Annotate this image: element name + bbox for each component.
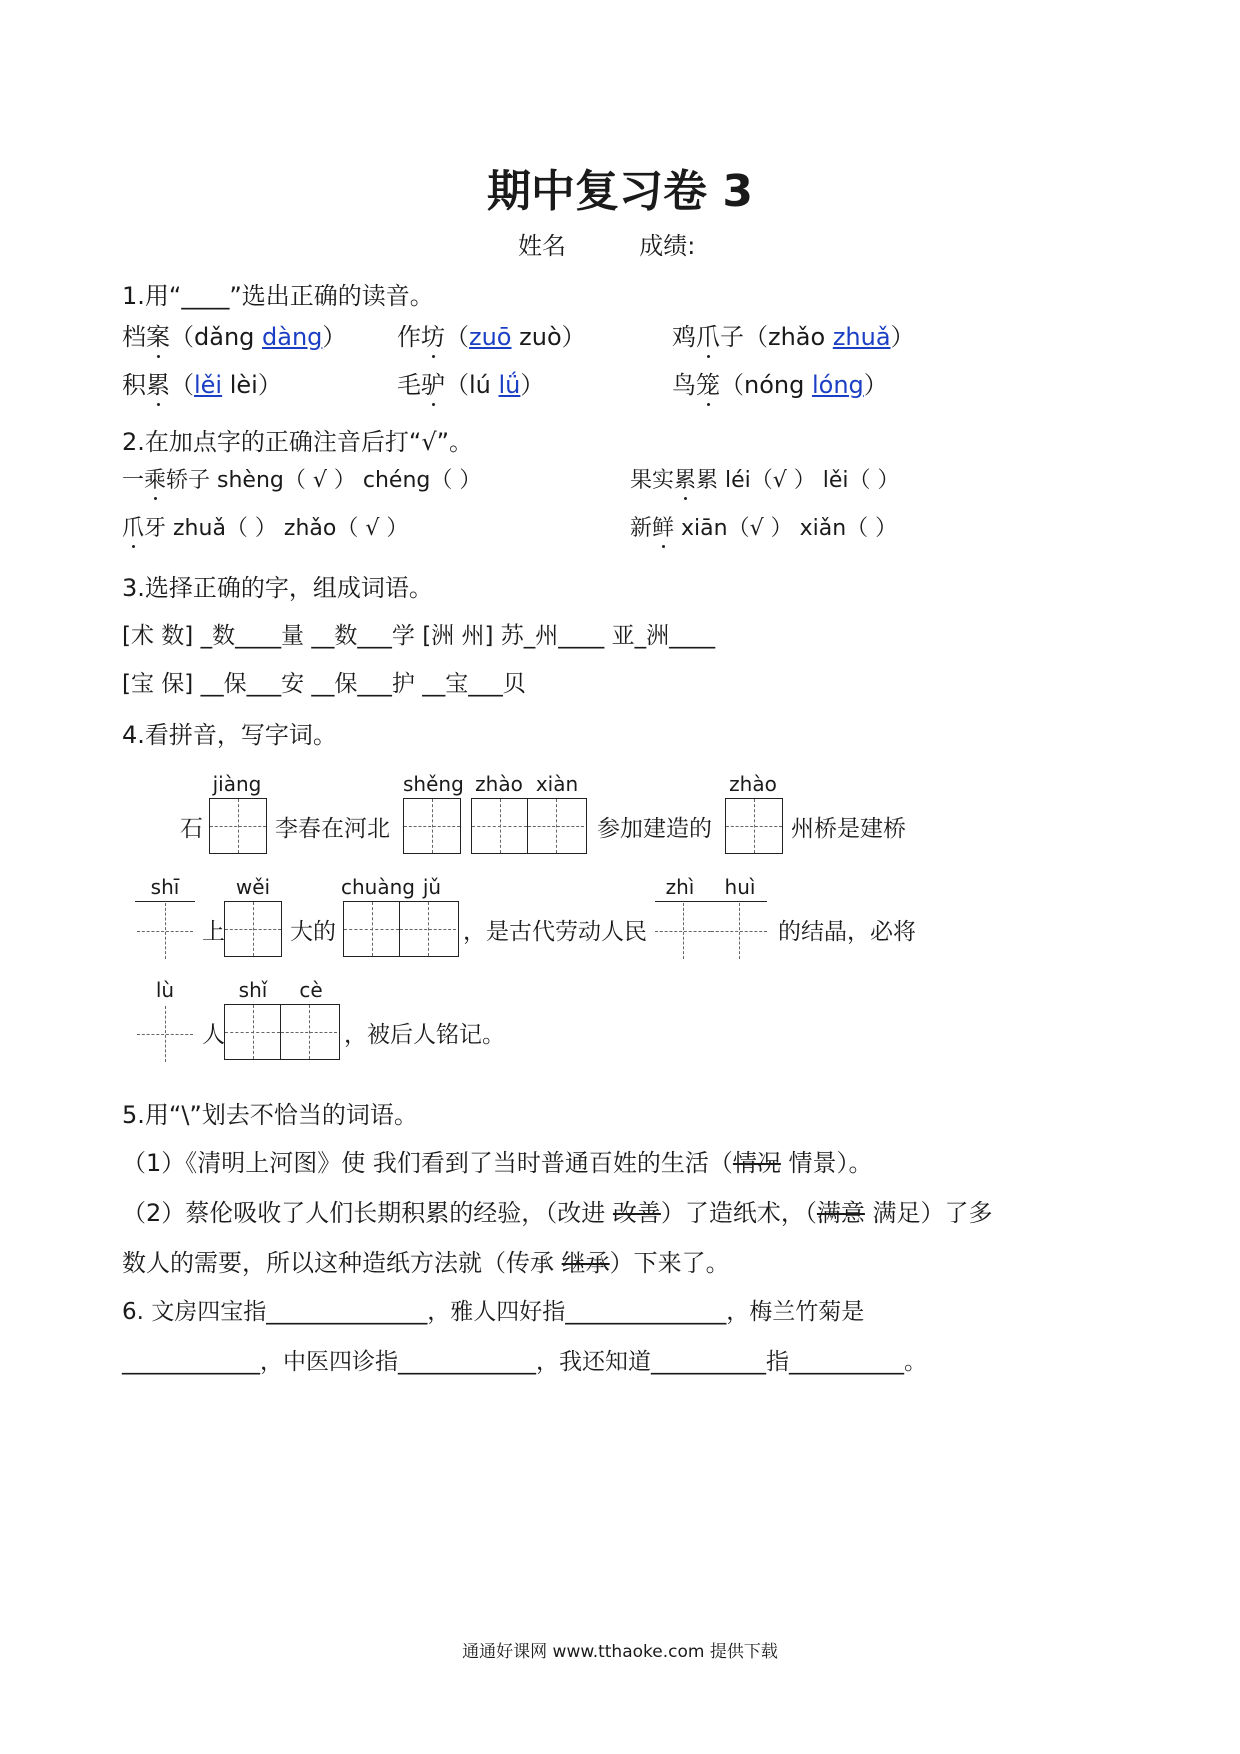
q3-row: [宝 保] __保___安 __保___护 __宝___贝 [122, 671, 526, 697]
q6-line: ____________，中医四诊指____________，我还知道__________指__________。 [122, 1349, 927, 1375]
q4-pinyin: xiàn [535, 772, 579, 796]
name-label: 姓名 [518, 232, 566, 260]
q4-writing-grid[interactable] [471, 798, 587, 854]
q4-text: ，被后人铭记。 [344, 1022, 505, 1048]
q4-writing-grid[interactable] [137, 1006, 193, 1062]
q4-text: ，是古代劳动人民 [463, 919, 647, 945]
crossed-word: 继承 [561, 1249, 610, 1277]
q4-text: 州桥是建桥 [791, 816, 906, 842]
q4-text: 人 [202, 1022, 225, 1048]
q4-writing-grid[interactable] [224, 1004, 340, 1060]
selected-pinyin: dàng [262, 323, 323, 351]
q4-text: 大的 [290, 919, 336, 945]
q4-writing-grid[interactable] [209, 798, 267, 854]
q4-heading: 4.看拼音，写字词。 [122, 721, 337, 749]
q4-pinyin: shěng [403, 772, 464, 796]
q2-item: 果实累累 léi（√ ） lěi（ ） [630, 468, 900, 493]
q1-heading: 1.用“____”选出正确的读音。 [122, 282, 434, 310]
q2-item: 一乘轿子 shèng（ √ ） chéng（ ） [122, 468, 482, 493]
q3-heading: 3.选择正确的字，组成词语。 [122, 574, 433, 602]
q4-writing-grid[interactable] [343, 901, 459, 957]
q4-pinyin: shī [150, 875, 180, 899]
q4-pinyin: wěi [235, 875, 271, 899]
q2-heading: 2.在加点字的正确注音后打“√”。 [122, 428, 474, 456]
q6-line: 6. 文房四宝指______________，雅人四好指______________，梅兰竹菊是 [122, 1299, 865, 1325]
q4-text: 上 [202, 919, 225, 945]
q1-item: 作坊（zuō zuò） [397, 323, 586, 351]
q4-pinyin: lù [155, 978, 175, 1002]
q1-item: 毛驴（lú lǘ） [397, 371, 545, 399]
selected-pinyin: zhuǎ [832, 323, 891, 351]
score-label: 成绩: [639, 232, 696, 260]
selected-pinyin: lóng [811, 371, 864, 399]
q4-writing-grid[interactable] [403, 798, 461, 854]
q4-pinyin: jǔ [422, 875, 442, 899]
selected-pinyin: zuō [469, 323, 512, 351]
q4-pinyin: jiàng [212, 772, 262, 796]
q1-item: 档案（dǎng dàng） [122, 323, 347, 351]
q4-text: 李春在河北 [275, 816, 390, 842]
selected-pinyin: lǘ [498, 371, 521, 399]
crossed-word: 满意 [816, 1199, 865, 1227]
q1-item: 鸡爪子（zhǎo zhuǎ） [672, 323, 915, 351]
q4-writing-grid[interactable] [655, 903, 767, 959]
q5-heading: 5.用“\”划去不恰当的词语。 [122, 1101, 418, 1129]
q4-writing-grid[interactable] [725, 798, 783, 854]
q4-pinyin: zhào [729, 772, 777, 796]
crossed-word: 情况 [732, 1149, 781, 1177]
q4-pinyin: zhì [665, 875, 695, 899]
q3-row: [术 数] _数____量 __数___学 [洲 州] 苏_州____ 亚_洲____ [122, 623, 716, 649]
q5-sentence: 数人的需要，所以这种造纸方法就（传承 继承）下来了。 [122, 1249, 730, 1277]
q5-sentence: （2）蔡伦吸收了人们长期积累的经验，（改进 改善）了造纸术，（满意 满足）了多 [122, 1199, 993, 1227]
q1-item: 积累（lěi lèi） [122, 371, 282, 399]
q4-pinyin: huì [724, 875, 756, 899]
q5-sentence: （1）《清明上河图》使 我们看到了当时普通百姓的生活（情况 情景）。 [122, 1149, 873, 1177]
q4-writing-grid[interactable] [224, 901, 282, 957]
q4-text: 的结晶，必将 [778, 919, 916, 945]
footer: 通通好课网 www.tthaoke.com 提供下载 [462, 1642, 778, 1662]
q2-item: 爪牙 zhuǎ（ ） zhǎo（ √ ） [122, 516, 409, 541]
q4-text: 石 [180, 816, 203, 842]
selected-pinyin: lěi [194, 371, 223, 399]
q4-pinyin: zhào [475, 772, 523, 796]
page-title: 期中复习卷 3 [487, 166, 753, 217]
crossed-word: 改善 [612, 1199, 661, 1227]
q4-writing-grid[interactable] [137, 903, 193, 959]
q4-pinyin: cè [299, 978, 323, 1002]
q4-pinyin: chuàng [341, 875, 415, 899]
q4-text: 参加建造的 [597, 816, 712, 842]
q1-item: 鸟笼（nóng lóng） [672, 371, 888, 399]
q4-pinyin: shǐ [238, 978, 268, 1002]
q2-item: 新鲜 xiān（√ ） xiǎn（ ） [630, 516, 898, 541]
student-info [518, 226, 695, 261]
